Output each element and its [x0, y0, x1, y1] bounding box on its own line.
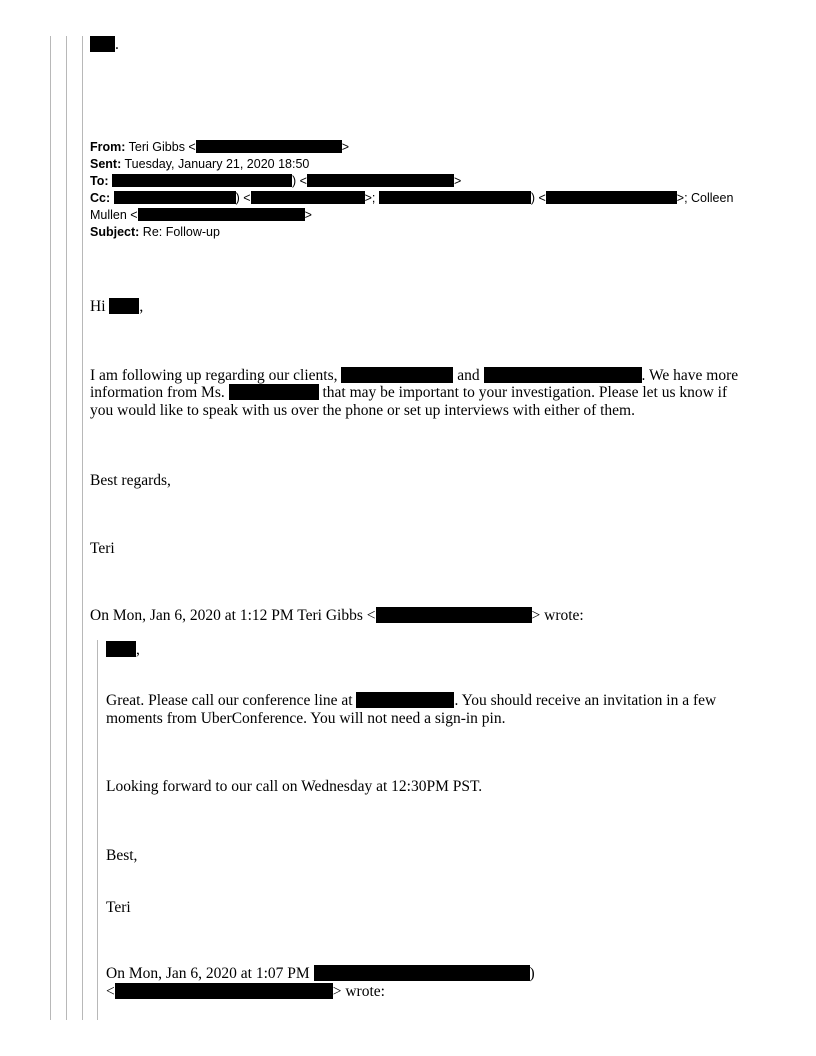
greeting: Hi ,	[90, 298, 144, 315]
quoted-intro-line-1: On Mon, Jan 6, 2020 at 1:07 PM )	[106, 965, 535, 982]
quoted-closing: Best,	[106, 847, 138, 864]
signature: Teri	[90, 540, 115, 557]
quote-bar-3	[82, 36, 83, 1020]
redaction	[356, 692, 454, 708]
quote-bar-1	[50, 36, 51, 1020]
quote-bar-4	[97, 640, 98, 1020]
body-paragraph-line-3: you would like to speak with us over the phone or set up interviews with either of them.	[90, 402, 635, 419]
quoted-paragraph-line-2: moments from UberConference. You will not need a sign-in pin.	[106, 710, 506, 727]
top-fragment: .	[90, 36, 119, 53]
redaction	[106, 641, 136, 657]
header-subject: Subject: Re: Follow-up	[90, 225, 220, 239]
redaction	[196, 140, 342, 153]
quoted-signature: Teri	[106, 899, 131, 916]
closing: Best regards,	[90, 472, 171, 489]
redaction	[114, 191, 236, 204]
body-paragraph-line-1: I am following up regarding our clients, and . We have more	[90, 367, 739, 384]
redaction	[341, 367, 453, 383]
redaction	[484, 367, 642, 383]
header-from: From: Teri Gibbs < >	[90, 140, 350, 154]
header-cc: Cc: ) < >; ) < >; Colleen	[90, 191, 734, 205]
quote-intro: On Mon, Jan 6, 2020 at 1:12 PM Teri Gibbs < > wrote:	[90, 607, 584, 624]
redaction	[112, 174, 292, 187]
quoted-paragraph-line-1: Great. Please call our conference line at . You should receive an invitation in a few	[106, 692, 717, 709]
redaction	[109, 298, 139, 314]
quote-bar-2	[66, 36, 67, 1020]
body-paragraph-line-2: information from Ms. that may be important to your investigation. Please let us know if	[90, 384, 728, 401]
header-sent: Sent: Tuesday, January 21, 2020 18:50	[90, 157, 310, 171]
redaction	[546, 191, 677, 204]
redaction	[229, 384, 319, 400]
redaction	[314, 965, 530, 981]
redaction	[307, 174, 454, 187]
redaction	[379, 191, 531, 204]
redaction	[376, 607, 532, 623]
redaction	[138, 208, 305, 221]
redaction	[251, 191, 365, 204]
redaction	[90, 36, 115, 52]
redaction	[115, 983, 333, 999]
header-to: To: ) < >	[90, 174, 462, 188]
quoted-greeting: ,	[106, 641, 140, 658]
quoted-intro-line-2: < > wrote:	[106, 983, 385, 1000]
header-cc-cont: Mullen < >	[90, 208, 312, 222]
quoted-paragraph-2: Looking forward to our call on Wednesday at 12:30PM PST.	[106, 778, 483, 795]
